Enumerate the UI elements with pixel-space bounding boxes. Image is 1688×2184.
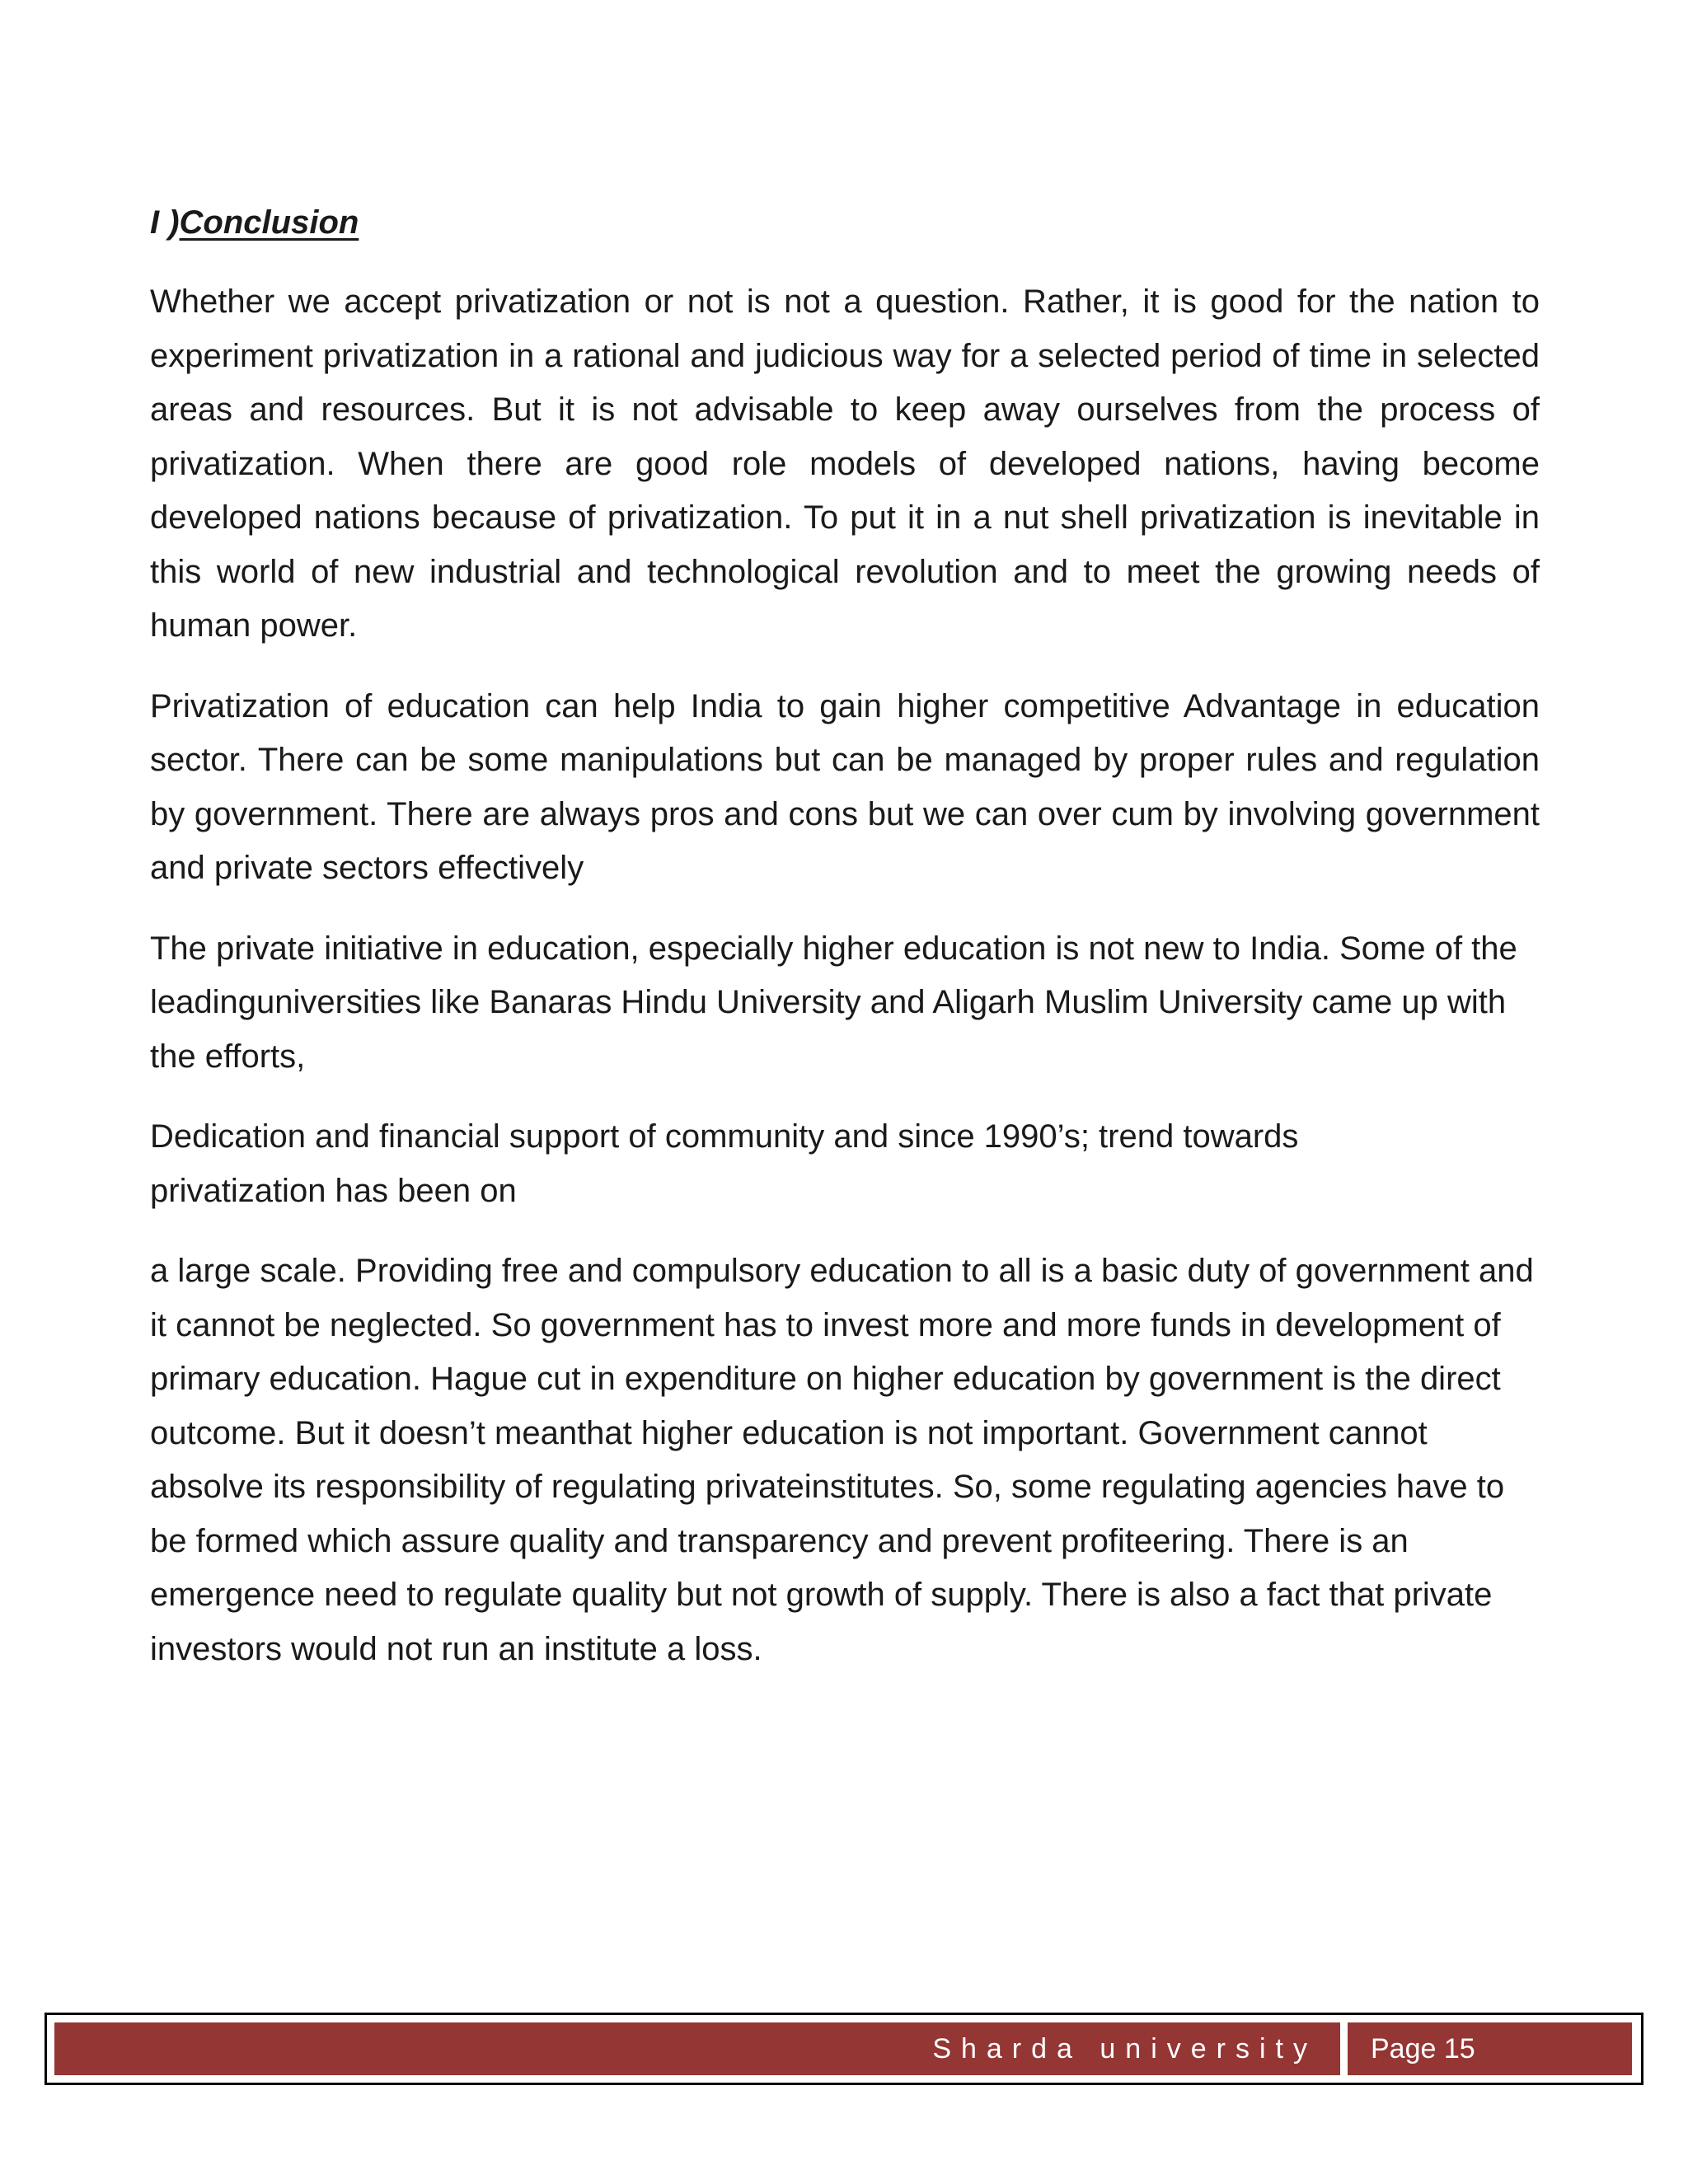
paragraph-1: Whether we accept privatization or not is not a question. Rather, it is good for the nation to experiment privatization in a rational and judicious way for a selected period of time in selected areas and resources. But it is not advisable to keep away ourselves from the process of privatization. When there are good role models of developed nations, having become developed nations because of privatization. To put it in a nut shell privatization is inevitable in this world of new industrial and technological revolution and to meet the growing needs of human power. [150,284,1540,644]
section-number: I ) [150,204,180,241]
footer-university-band [54,2022,1340,2075]
page-body [150,198,1540,1703]
paragraph-3: The private initiative in education, especially higher education is not new to India. Some of the leadinguniversities like Banaras Hindu University and Aligarh Muslim University came up with the efforts, [150,930,1517,1075]
paragraph-2: Privatization of education can help India to gain higher competitive Advantage in education sector. There can be some manipulations but can be managed by proper rules and regulation by government. There are always pros and cons but we can over cum by involving government and private sectors effectively [150,687,1540,886]
footer-university-name: Sharda university [932,2033,1317,2064]
paragraph-4: Dedication and financial support of community and since 1990’s; trend towards privatization has been on [150,1118,1299,1209]
paragraph-5: a large scale. Providing free and compulsory education to all is a basic duty of government and it cannot be neglected. So government has to invest more and more funds in development of primary education. Hague cut in expenditure on higher education by government is the direct outcome. But it doesn’t meanthat higher education is not important. Government cannot absolve its responsibility of regulating privateinstitutes. So, some regulating agencies have to be formed which assure quality and transparency and prevent profiteering. There is an emergence need to regulate quality but not growth of supply. There is also a fact that private investors would not run an institute a loss. [150,1253,1534,1667]
page-footer [45,2013,1643,2085]
footer-page-band [1348,2022,1632,2075]
section-heading [150,198,1540,247]
section-title: Conclusion [179,204,359,241]
page-number: Page 15 [1371,2033,1475,2064]
